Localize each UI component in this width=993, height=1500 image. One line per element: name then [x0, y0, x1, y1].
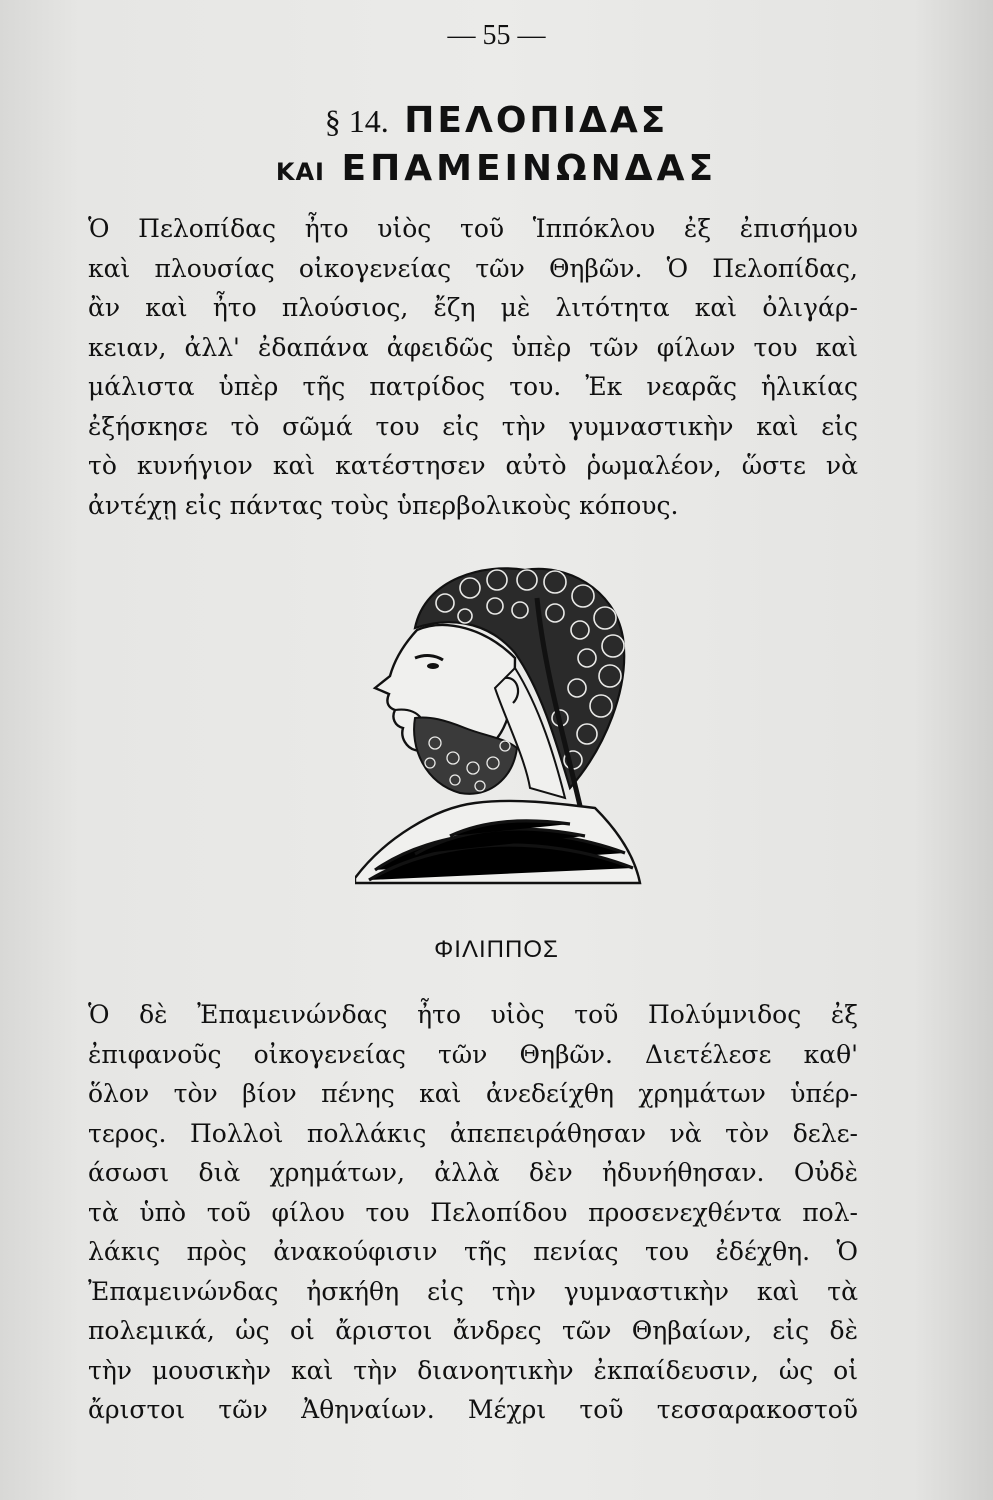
text-line: ἀντέχῃ εἰς πάντας τοὺς ὑπερβολικοὺς κόπους. — [88, 490, 679, 520]
heading-kai: ΚΑΙ — [275, 158, 325, 186]
text-line: κειαν, ἀλλ' ἐδαπάνα ἀφειδῶς ὑπὲρ τῶν φίλων του καὶ — [88, 332, 858, 362]
portrait-caption: ΦΙΛΙΠΠΟΣ — [434, 936, 559, 963]
paragraph-pelopidas — [88, 209, 858, 525]
text-line: Ὁ Πελοπίδας ἦτο υἱὸς τοῦ Ἱππόκλου ἐξ ἐπισήμου — [88, 214, 858, 243]
text-line: τερος. Πολλοὶ πολλάκις ἀπεπειράθησαν νὰ τὸν δελε- — [88, 1118, 858, 1148]
chapter-heading-line-2 — [0, 148, 993, 189]
paragraph-epameinondas — [88, 995, 858, 1430]
heading-pelopidas: ΠΕΛΟΠΙΔΑΣ — [404, 100, 669, 141]
text-line: ἐξήσκησε τὸ σῶμά του εἰς τὴν γυμναστικὴν καὶ εἰς — [88, 411, 858, 441]
text-line: Ἐπαμεινώνδας ἠσκήθη εἰς τὴν γυμναστικὴν καὶ τὰ — [88, 1276, 858, 1306]
text-line: ἂν καὶ ἦτο πλούσιος, ἔζη μὲ λιτότητα καὶ ὀλιγάρ- — [88, 293, 858, 322]
text-line: μάλιστα ὑπὲρ τῆς πατρίδος του. Ἐκ νεαρᾶς ἡλικίας — [88, 372, 858, 401]
text-line: ἐπιφανοῦς οἰκογενείας τῶν Θηβῶν. Διετέλεσε καθ' — [88, 1039, 858, 1069]
section-number: § 14. — [324, 103, 389, 139]
text-line: λάκις πρὸς ἀνακούφισιν τῆς πενίας του ἐδέχθη. Ὁ — [88, 1237, 858, 1266]
heading-epameinondas: ΕΠΑΜΕΙΝΩΝΔΑΣ — [341, 148, 718, 189]
text-line: τὸ κυνήγιον καὶ κατέστησεν αὐτὸ ῥωμαλέον, ὥστε νὰ — [88, 451, 858, 480]
text-line: ὅλον τὸν βίον πένης καὶ ἀνεδείχθη χρημάτων ὑπέρ- — [88, 1079, 858, 1108]
text-line: Ὁ δὲ Ἐπαμεινώνδας ἦτο υἱὸς τοῦ Πολύμνιδος ἐξ — [88, 1000, 858, 1029]
text-line: καὶ πλουσίας οἰκογενείας τῶν Θηβῶν. Ὁ Πελοπίδας, — [88, 253, 858, 283]
portrait-engraving-philippos — [355, 558, 645, 888]
text-line: πολεμικά, ὡς οἱ ἄριστοι ἄνδρες τῶν Θηβαίων, εἰς δὲ — [88, 1316, 858, 1345]
text-line: τὴν μουσικὴν καὶ τὴν διανοητικὴν ἐκπαίδευσιν, ὡς οἱ — [88, 1355, 858, 1385]
text-line: ἄριστοι τῶν Ἀθηναίων. Μέχρι τοῦ τεσσαρακοστοῦ — [88, 1395, 858, 1424]
text-line: τὰ ὑπὸ τοῦ φίλου του Πελοπίδου προσενεχθέντα πολ- — [88, 1197, 858, 1227]
text-line: άσωσι διὰ χρημάτων, ἀλλὰ δὲν ἠδυνήθησαν. Οὐδὲ — [88, 1158, 858, 1187]
page-number: — 55 — — [447, 20, 546, 51]
chapter-heading-line-1 — [0, 100, 993, 141]
